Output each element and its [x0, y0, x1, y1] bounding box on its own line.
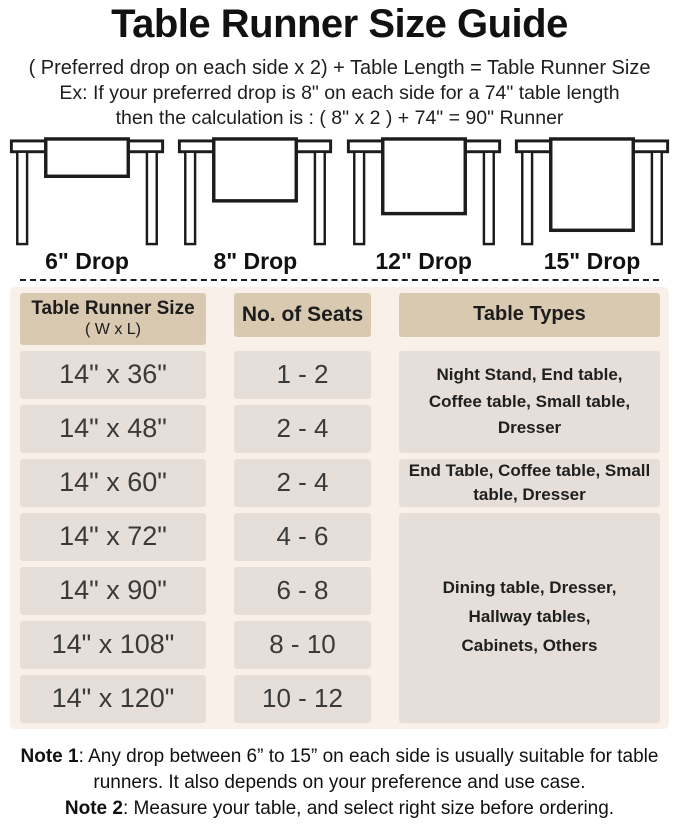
runner-size-cell: 14" x 108" [20, 621, 206, 669]
header-runner-size [20, 293, 206, 345]
diagram-12-drop [341, 137, 507, 275]
table-runner-illustration-8-drop [175, 137, 335, 247]
table-types-cell-large-tables [399, 513, 660, 723]
note-2-label: Note 2 [64, 797, 123, 819]
runner-size-cell: 14" x 60" [20, 459, 206, 507]
runner-size-cell: 14" x 120" [20, 675, 206, 723]
size-guide-table [10, 287, 669, 729]
table-types-text: End Table, Coffee table, Small table, Dresser [408, 460, 651, 504]
seats-cell: 2 - 4 [234, 459, 371, 507]
table-types-text: Dining table, Dresser, Hallway tables, Cabinets, Others [442, 578, 617, 656]
header-runner-size-title: Table Runner Size [31, 298, 195, 320]
table-types-text: Night Stand, End table, Coffee table, Small table, Dresser [428, 365, 631, 437]
drop-label-15: 15" Drop [543, 247, 641, 274]
seats-cell: 2 - 4 [234, 405, 371, 453]
table-leg-right [652, 151, 662, 243]
seats-cell: 10 - 12 [234, 675, 371, 723]
table-leg-left [522, 151, 532, 243]
table-leg-right [147, 151, 157, 243]
page-title: Table Runner Size Guide [111, 2, 568, 46]
header-no-of-seats: No. of Seats [234, 293, 371, 337]
runner-size-cell: 14" x 36" [20, 351, 206, 399]
table-leg-right [315, 151, 325, 243]
runner-size-cell: 14" x 48" [20, 405, 206, 453]
diagram-15-drop [509, 137, 675, 275]
table-leg-left [186, 151, 196, 243]
runner-size-formula: ( Preferred drop on each side x 2) + Table Length = Table Runner Size [28, 57, 651, 79]
note-2 [4, 796, 675, 822]
seats-cell: 6 - 8 [234, 567, 371, 615]
table-types-cell-small-tables [399, 351, 660, 453]
runner-size-cell: 14" x 72" [20, 513, 206, 561]
drop-diagrams [0, 137, 679, 275]
drop-label-12: 12" Drop [375, 247, 472, 274]
runner [382, 139, 465, 214]
seats-cell: 1 - 2 [234, 351, 371, 399]
example-line-2: then the calculation is : ( 8" x 2 ) + 74" = 90" Runner [115, 107, 564, 130]
table-leg-left [354, 151, 364, 243]
runner [551, 139, 634, 230]
runner-size-cell: 14" x 90" [20, 567, 206, 615]
drop-label-6: 6" Drop [45, 247, 129, 274]
header-runner-size-subtitle: ( W x L) [85, 320, 141, 338]
note-2-text: : Measure your table, and select right size before ordering. [122, 797, 615, 819]
note-1-text: : Any drop between 6” to 15” on each side is usually suitable for table runners. It also depends on your preference and use case. [78, 745, 659, 793]
table-runner-illustration-6-drop [7, 137, 167, 247]
seats-cell: 4 - 6 [234, 513, 371, 561]
table-types-cell-medium-tables [399, 459, 660, 507]
dashed-divider [20, 279, 659, 281]
runner [214, 139, 297, 201]
runner [46, 139, 129, 176]
table-leg-right [484, 151, 494, 243]
drop-label-8: 8" Drop [213, 247, 298, 274]
table-runner-illustration-12-drop [344, 137, 504, 247]
diagram-6-drop [4, 137, 170, 275]
example-line-1: Ex: If your preferred drop is 8" on each side for a 74" table length [59, 82, 620, 104]
table-leg-left [17, 151, 27, 243]
note-1-label: Note 1 [20, 745, 79, 767]
diagram-8-drop [172, 137, 338, 275]
table-runner-illustration-15-drop [512, 137, 672, 247]
seats-cell: 8 - 10 [234, 621, 371, 669]
footnotes [0, 744, 679, 822]
header-table-types: Table Types [399, 293, 660, 337]
note-1 [4, 744, 675, 796]
